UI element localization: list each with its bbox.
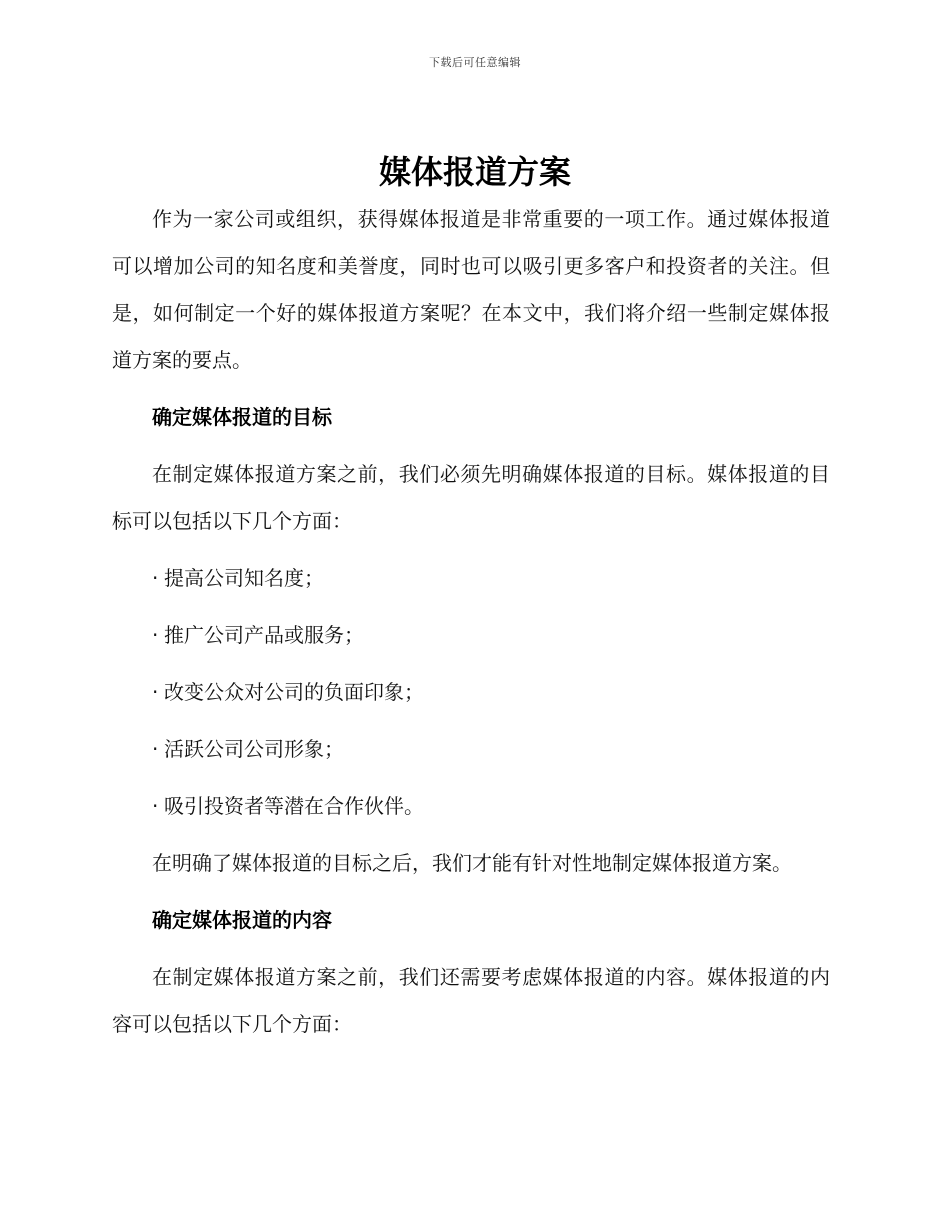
list-item-text: 推广公司产品或服务；: [164, 623, 364, 647]
document-title: 媒体报道方案: [378, 153, 571, 191]
list-item-text: 活跃公司公司形象；: [164, 737, 344, 761]
bullet-icon: ·: [152, 737, 159, 761]
bullet-icon: ·: [152, 566, 159, 590]
list-item: [112, 612, 830, 659]
list-item: [112, 669, 830, 716]
list-item: [112, 783, 830, 830]
goals-list: [112, 555, 830, 830]
content-lead-paragraph: 在制定媒体报道方案之前，我们还需要考虑媒体报道的内容。媒体报道的内容可以包括以下几个方面：: [112, 965, 830, 1036]
list-item-text: 吸引投资者等潜在合作伙伴。: [164, 794, 424, 818]
list-item: [112, 555, 830, 602]
section-heading-content: 确定媒体报道的内容: [152, 908, 332, 932]
list-item-text: 改变公众对公司的负面印象；: [164, 680, 424, 704]
bullet-icon: ·: [152, 680, 159, 704]
section-heading-goals: 确定媒体报道的目标: [152, 405, 332, 429]
bullet-icon: ·: [152, 623, 159, 647]
bullet-icon: ·: [152, 794, 159, 818]
list-item: [112, 726, 830, 773]
header-note: 下载后可任意编辑: [429, 56, 521, 69]
intro-paragraph: 作为一家公司或组织，获得媒体报道是非常重要的一项工作。通过媒体报道可以增加公司的知名度和美誉度，同时也可以吸引更多客户和投资者的关注。但是，如何制定一个好的媒体报道方案呢？在本文中，我们将介绍一些制定媒体报道方案的要点。: [112, 207, 830, 372]
goals-lead-paragraph: 在制定媒体报道方案之前，我们必须先明确媒体报道的目标。媒体报道的目标可以包括以下几个方面：: [112, 462, 830, 533]
document-body: [112, 196, 830, 1058]
list-item-text: 提高公司知名度；: [164, 566, 324, 590]
goals-conclusion-paragraph: 在明确了媒体报道的目标之后，我们才能有针对性地制定媒体报道方案。: [152, 851, 792, 875]
